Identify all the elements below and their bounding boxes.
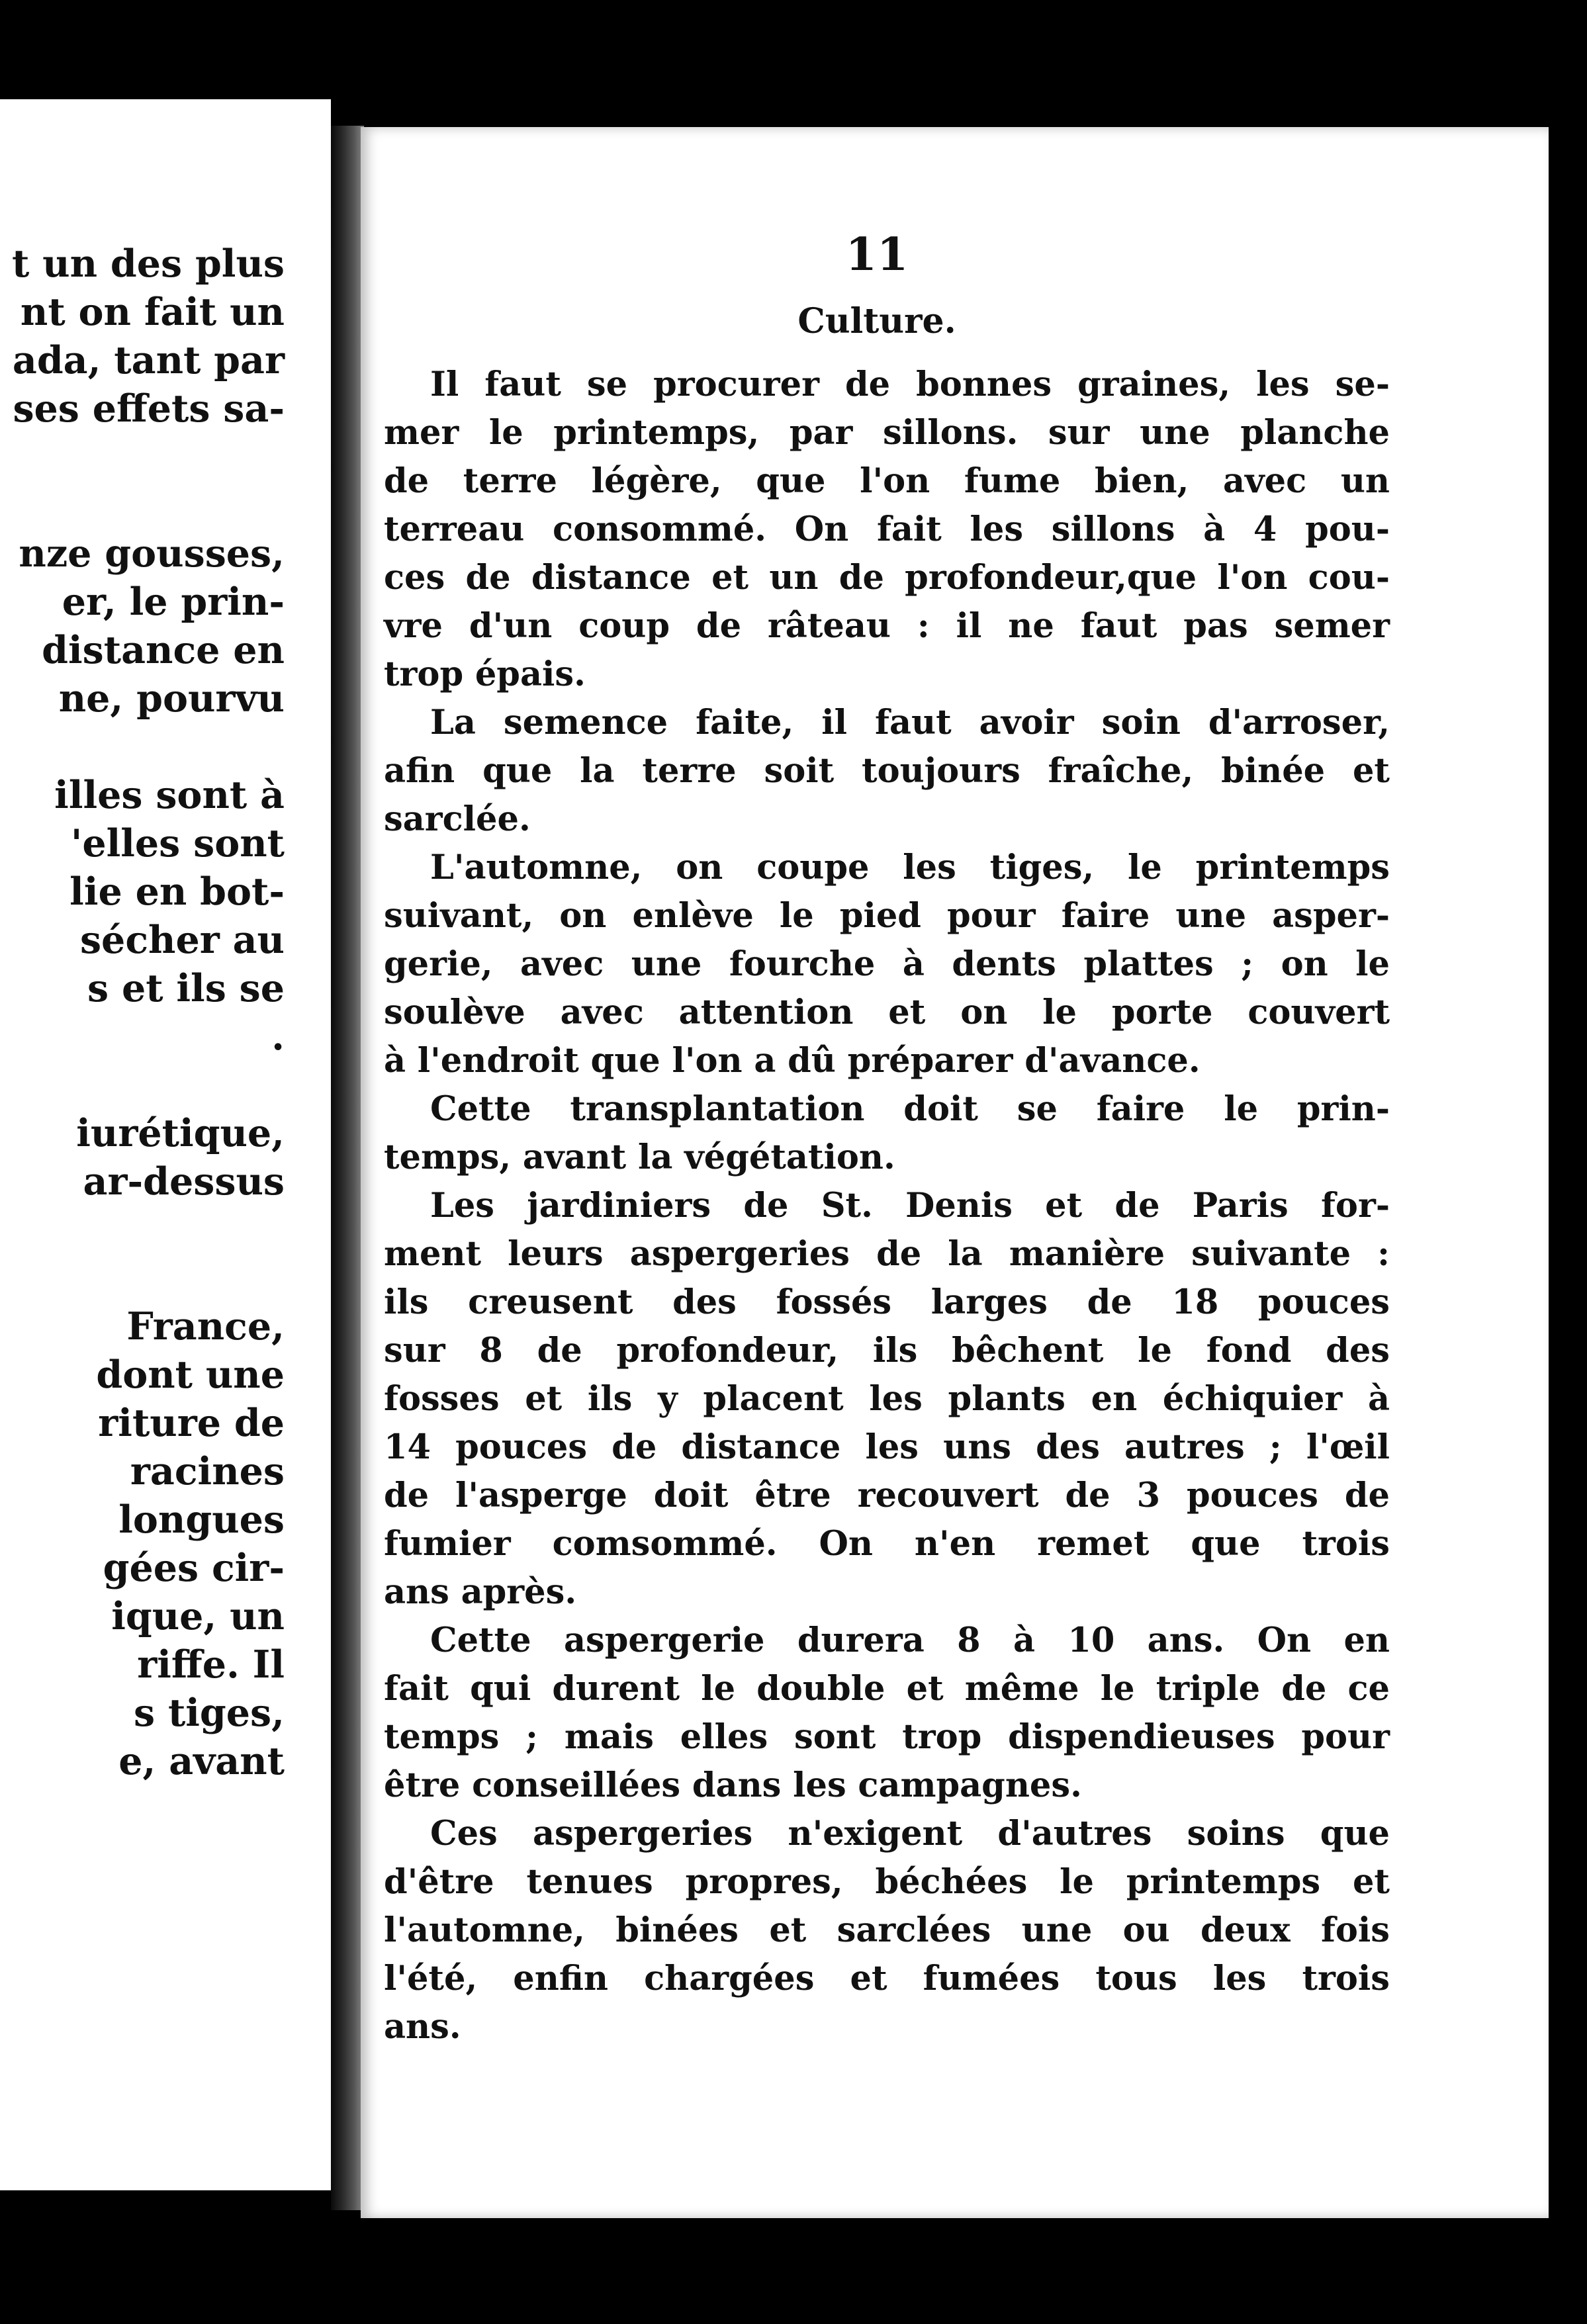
- left-page-line: riture de: [98, 1401, 285, 1445]
- text-line: La semence faite, il faut avoir soin d'arroser,: [430, 703, 1390, 742]
- text-line: d'être tenues propres, béchées le printemps et: [384, 1862, 1390, 1902]
- text-line: vre d'un coup de râteau : il ne faut pas semer: [384, 606, 1390, 646]
- paragraph: [384, 1085, 1390, 1182]
- left-page-line: iurétique,: [76, 1111, 285, 1155]
- left-page-line: 'elles sont: [70, 821, 285, 866]
- left-page-line: ses effets sa-: [13, 386, 285, 431]
- left-facing-page: [0, 99, 331, 2190]
- page-number: 11: [845, 228, 909, 281]
- text-line: afin que la terre soit toujours fraîche, binée et: [384, 751, 1390, 791]
- left-page-line: lie en bot-: [69, 870, 285, 914]
- text-line: ans après.: [384, 1572, 577, 1612]
- left-page-line: France,: [126, 1304, 285, 1349]
- text-line: de terre légère, que l'on fume bien, avec un: [384, 461, 1390, 501]
- text-line: ans.: [384, 2007, 461, 2047]
- text-line: trop épais.: [384, 654, 586, 694]
- left-page-line: er, le prin-: [62, 580, 285, 624]
- text-line: ils creusent des fossés larges de 18 pouces: [384, 1282, 1390, 1322]
- text-line: ces de distance et un de profondeur,que l'on cou-: [384, 558, 1390, 598]
- left-page-line: ar-dessus: [83, 1159, 285, 1204]
- text-line: Cette transplantation doit se faire le prin-: [430, 1089, 1390, 1129]
- paragraph: [384, 1182, 1390, 1617]
- paragraph: [384, 844, 1390, 1085]
- left-page-line: longues: [118, 1497, 285, 1542]
- left-page-line: illes sont à: [54, 773, 285, 817]
- text-line: fosses et ils y placent les plants en échiquier à: [384, 1379, 1390, 1419]
- text-line: Les jardiniers de St. Denis et de Paris for-: [430, 1186, 1390, 1226]
- text-line: ment leurs aspergeries de la manière suivante :: [384, 1234, 1390, 1274]
- book-spine-shadow: [331, 126, 364, 2210]
- section-title: Culture.: [797, 301, 956, 341]
- text-line: l'automne, binées et sarclées une ou deux fois: [384, 1910, 1390, 1950]
- text-line: sarclée.: [384, 799, 531, 839]
- left-page-line: e, avant: [118, 1739, 285, 1783]
- text-line: Cette aspergerie durera 8 à 10 ans. On en: [430, 1621, 1390, 1660]
- text-line: fait qui durent le double et même le triple de ce: [384, 1669, 1390, 1709]
- text-line: de l'asperge doit être recouvert de 3 pouces de: [384, 1476, 1390, 1515]
- left-page-line: gées cir-: [103, 1546, 285, 1590]
- paragraph: [384, 699, 1390, 844]
- text-line: suivant, on enlève le pied pour faire une asper-: [384, 896, 1390, 936]
- left-page-line: racines: [130, 1449, 285, 1494]
- text-line: Il faut se procurer de bonnes graines, les se-: [430, 365, 1390, 404]
- left-page-line: .: [271, 1014, 285, 1059]
- text-line: Ces aspergeries n'exigent d'autres soins que: [430, 1814, 1390, 1854]
- left-page-line: s et ils se: [87, 966, 285, 1010]
- left-page-line: distance en: [42, 628, 285, 672]
- paragraph: [384, 361, 1390, 699]
- text-line: à l'endroit que l'on a dû préparer d'avance.: [384, 1041, 1201, 1081]
- paragraph: [384, 1810, 1390, 2051]
- left-page-text: [0, 99, 331, 2190]
- text-line: L'automne, on coupe les tiges, le printemps: [430, 848, 1390, 887]
- text-line: 14 pouces de distance les uns des autres ; l'œil: [384, 1427, 1390, 1467]
- left-page-line: ada, tant par: [12, 338, 285, 382]
- text-line: sur 8 de profondeur, ils bêchent le fond des: [384, 1331, 1390, 1370]
- text-line: terreau consommé. On fait les sillons à 4 pou-: [384, 510, 1390, 549]
- text-line: temps ; mais elles sont trop dispendieuses pour: [384, 1717, 1390, 1757]
- text-line: être conseillées dans les campagnes.: [384, 1765, 1082, 1805]
- text-line: soulève avec attention et on le porte couvert: [384, 993, 1390, 1032]
- left-page-line: nze gousses,: [19, 531, 285, 576]
- text-line: gerie, avec une fourche à dents plattes ; on le: [384, 944, 1390, 984]
- paragraph: [384, 1617, 1390, 1810]
- text-line: l'été, enfin chargées et fumées tous les trois: [384, 1959, 1390, 1998]
- text-line: mer le printemps, par sillons. sur une planche: [384, 413, 1390, 453]
- left-page-line: riffe. Il: [137, 1642, 285, 1687]
- text-line: fumier comsommé. On n'en remet que trois: [384, 1524, 1390, 1564]
- left-page-line: s tiges,: [134, 1691, 285, 1735]
- left-page-line: nt on fait un: [20, 290, 285, 334]
- left-page-line: dont une: [96, 1353, 285, 1397]
- body-text: [384, 361, 1390, 2051]
- left-page-line: ne, pourvu: [58, 676, 285, 721]
- left-page-line: t un des plus: [12, 242, 285, 286]
- text-line: temps, avant la végétation.: [384, 1138, 895, 1177]
- left-page-line: sécher au: [79, 918, 285, 962]
- left-page-line: ique, un: [111, 1594, 285, 1638]
